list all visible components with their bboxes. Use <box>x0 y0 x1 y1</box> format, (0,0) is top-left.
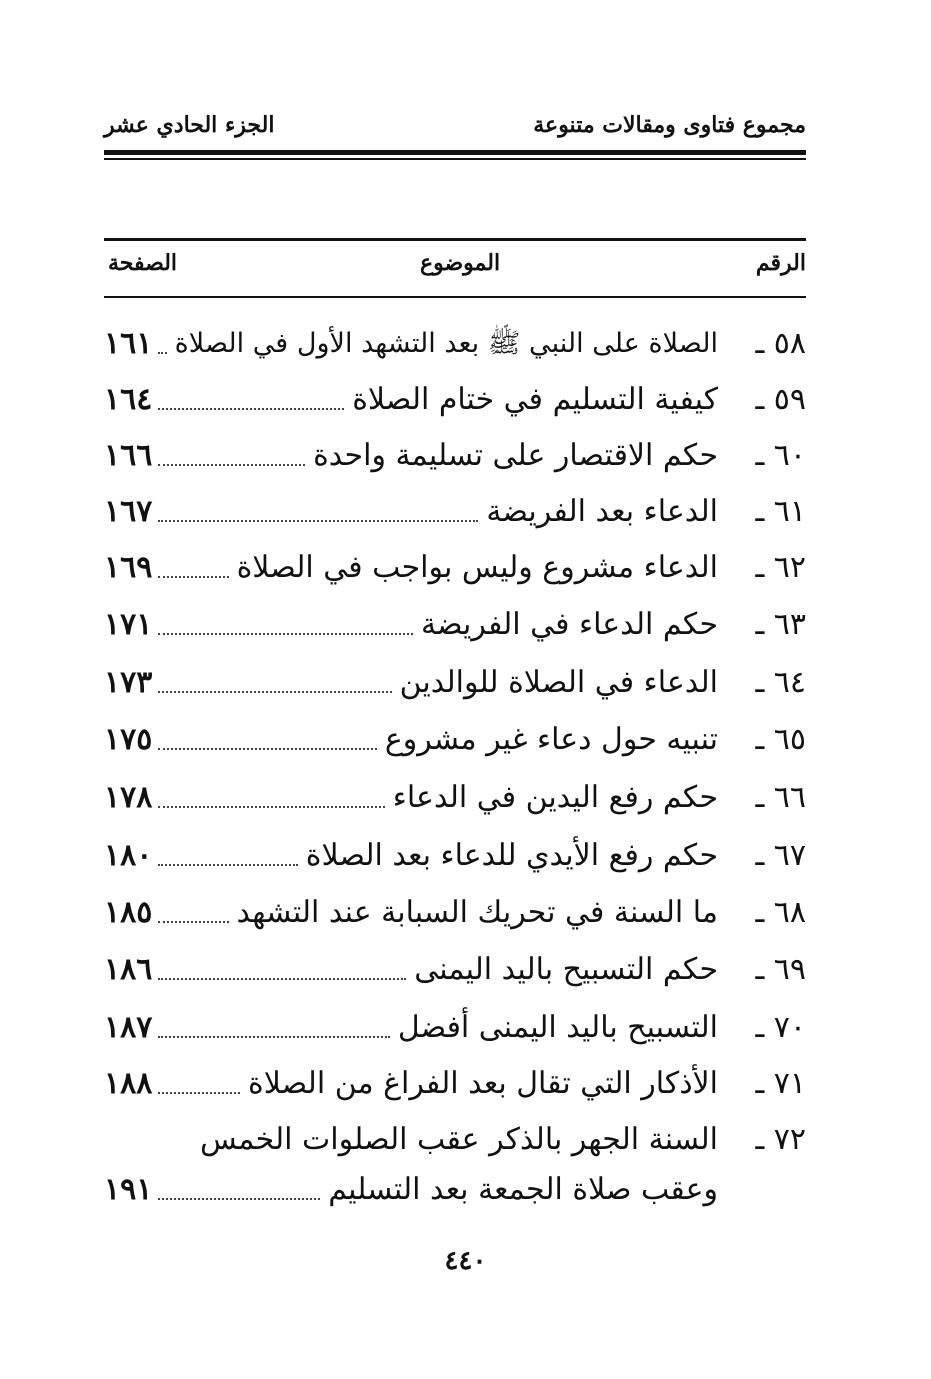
entry-number: ٦٠ ـ <box>755 438 806 473</box>
entry-page: ١٨٥ <box>104 895 153 930</box>
leader-dots <box>158 806 385 808</box>
entry-number: ٥٨ ـ <box>755 326 806 361</box>
entry-number: ٦١ ـ <box>755 494 806 529</box>
entry-page: ١٨٠ <box>104 838 153 873</box>
entry-title: الصلاة على النبي ﷺ بعد التشهد الأول في الصلاة <box>174 328 718 359</box>
header-rule-thick <box>104 150 806 155</box>
volume-title: الجزء الحادي عشر <box>104 112 275 138</box>
entry-page: ١٧٣ <box>104 665 153 700</box>
entry-number: ٧٠ ـ <box>755 1010 806 1045</box>
leader-dots <box>158 748 377 750</box>
entry-number: ٦٣ ـ <box>755 607 806 642</box>
table-top-rule <box>104 238 806 241</box>
leader-dots <box>158 864 298 866</box>
leader-dots <box>158 1092 240 1094</box>
entry-title: حكم الاقتصار على تسليمة واحدة <box>313 438 718 473</box>
leader-dots <box>158 408 344 410</box>
entry-page: ١٦٦ <box>104 438 153 473</box>
entry-title: الأذكار التي تقال بعد الفراغ من الصلاة <box>248 1066 718 1101</box>
entry-page: ١٧٥ <box>104 722 153 757</box>
entry-title: تنبيه حول دعاء غير مشروع <box>384 722 718 757</box>
entry-number: ٦٤ ـ <box>755 665 806 700</box>
entry-number: ٦٧ ـ <box>755 838 806 873</box>
entry-number: ٦٥ ـ <box>755 722 806 757</box>
entry-number: ٦٨ ـ <box>755 895 806 930</box>
column-header-number: الرقم <box>755 250 806 276</box>
toc-row <box>104 326 806 374</box>
entry-title: التسبيح باليد اليمنى أفضل <box>397 1010 718 1045</box>
column-header-page: الصفحة <box>108 250 178 276</box>
toc-row <box>104 1122 806 1170</box>
running-header <box>104 112 806 148</box>
entry-page: ١٧٨ <box>104 780 153 815</box>
toc-row <box>104 722 806 770</box>
header-rule-thin <box>104 158 806 160</box>
toc-row <box>104 438 806 486</box>
entry-number: ٦٢ ـ <box>755 550 806 585</box>
toc-row <box>104 838 806 886</box>
entry-page: ١٨٦ <box>104 952 153 987</box>
toc-row <box>104 895 806 943</box>
entry-page: ١٦٩ <box>104 550 153 585</box>
column-header-subject: الموضوع <box>420 250 501 276</box>
entry-number: ٧١ ـ <box>755 1066 806 1101</box>
entry-page: ١٧١ <box>104 607 153 642</box>
entry-title: الدعاء مشروع وليس بواجب في الصلاة <box>236 550 718 585</box>
entry-page: ١٦٤ <box>104 382 153 417</box>
leader-dots <box>158 352 167 354</box>
toc-row <box>104 665 806 713</box>
leader-dots <box>158 978 406 980</box>
toc-row <box>104 1172 806 1220</box>
entry-page: ١٨٨ <box>104 1066 153 1101</box>
entry-title: الدعاء في الصلاة للوالدين <box>399 665 718 700</box>
toc-row <box>104 1066 806 1114</box>
entry-page: ١٩١ <box>104 1172 153 1207</box>
entry-number: ٦٦ ـ <box>755 780 806 815</box>
toc-row <box>104 550 806 598</box>
entry-page: ١٨٧ <box>104 1010 153 1045</box>
table-header-rule <box>104 296 806 298</box>
leader-dots <box>158 1198 320 1200</box>
entry-page: ١٦١ <box>104 326 153 361</box>
toc-row <box>104 607 806 655</box>
entry-title: السنة الجهر بالذكر عقب الصلوات الخمس <box>200 1122 718 1157</box>
entry-title: حكم الدعاء في الفريضة <box>420 607 718 642</box>
entry-number: ٦٩ ـ <box>755 952 806 987</box>
entry-page: ١٦٧ <box>104 494 153 529</box>
entry-title: الدعاء بعد الفريضة <box>486 494 718 529</box>
page-number: ٤٤٠ <box>444 1246 487 1276</box>
toc-row <box>104 780 806 828</box>
book-title: مجموع فتاوى ومقالات متنوعة <box>533 112 806 138</box>
leader-dots <box>158 576 229 578</box>
entry-title: حكم رفع اليدين في الدعاء <box>392 780 718 815</box>
entry-title: وعقب صلاة الجمعة بعد التسليم <box>328 1172 718 1207</box>
toc-row <box>104 382 806 430</box>
entry-title: كيفية التسليم في ختام الصلاة <box>352 382 718 417</box>
toc-row <box>104 952 806 1000</box>
entry-number: ٧٢ ـ <box>755 1122 806 1157</box>
leader-dots <box>158 464 305 466</box>
leader-dots <box>158 1036 390 1038</box>
leader-dots <box>158 921 229 923</box>
entry-title: حكم التسبيح باليد اليمنى <box>414 952 718 987</box>
entry-number: ٥٩ ـ <box>755 382 806 417</box>
leader-dots <box>158 520 478 522</box>
entry-title: حكم رفع الأيدي للدعاء بعد الصلاة <box>305 838 718 873</box>
toc-row <box>104 1010 806 1058</box>
leader-dots <box>158 691 392 693</box>
entry-title: ما السنة في تحريك السبابة عند التشهد <box>236 895 718 930</box>
toc-row <box>104 494 806 542</box>
leader-dots <box>158 633 413 635</box>
